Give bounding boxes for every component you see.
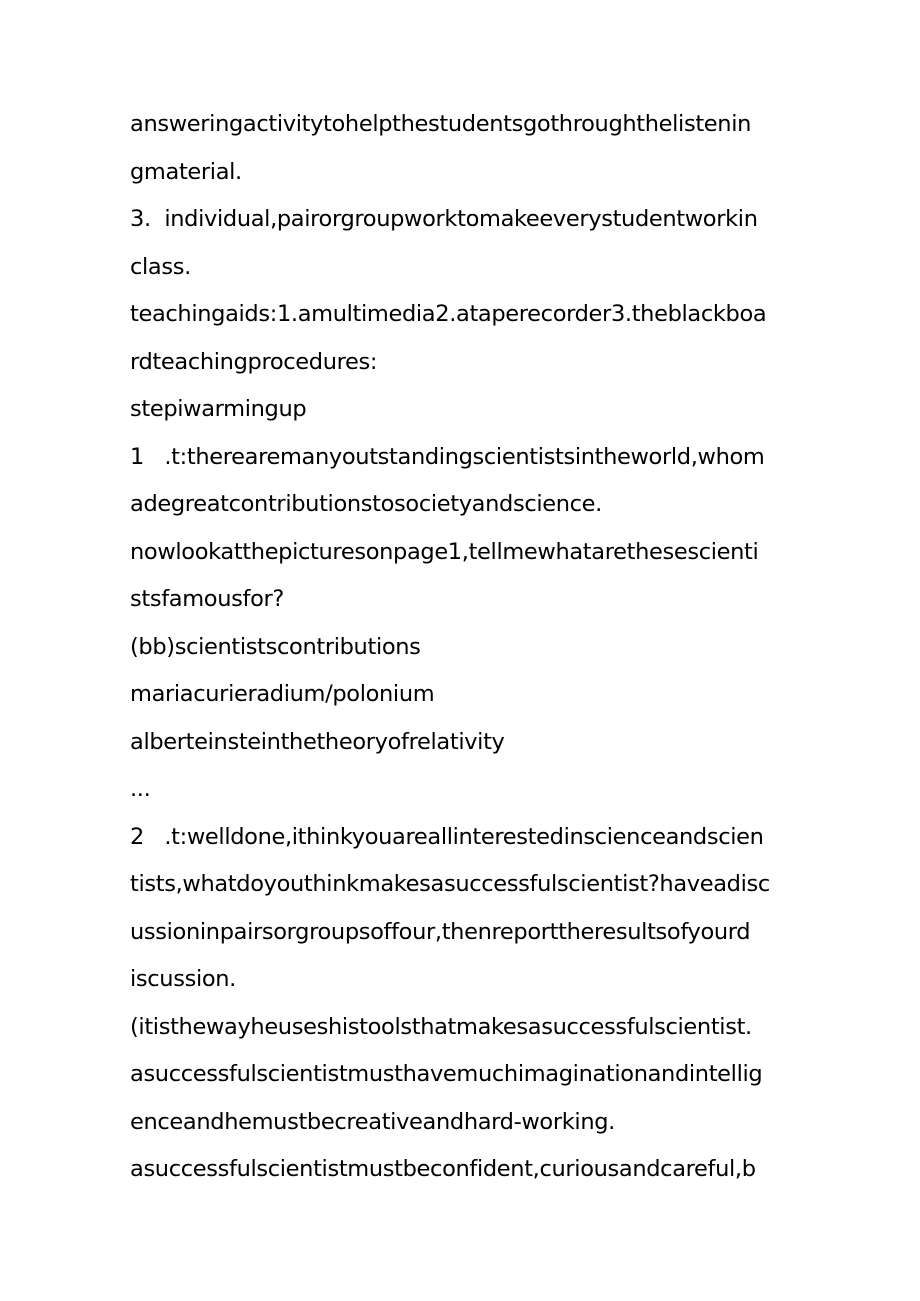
document-body [130,101,795,1194]
text-line: tists,whatdoyouthinkmakesasuccessfulscientist?haveadisc [130,871,770,897]
text-line: teachingaids:1.amultimedia2.ataperecorder3.theblackboa [130,301,767,327]
text-line: alberteinsteinthetheoryofrelativity [130,728,505,755]
text-line: iscussion. [130,966,236,992]
text-line: (bb)scientistscontributions [130,633,421,660]
text-line: class. [130,253,191,280]
text-line: stsfamousfor? [130,586,284,612]
text-line: stepiwarmingup [130,396,307,422]
text-line: nowlookatthepicturesonpage1,tellmewhatarethesescienti [130,538,759,565]
text-line: asuccessfulscientistmustbeconfident,curiousandcareful,b [130,1156,756,1182]
text-line: ussioninpairsorgroupsoffour,thenreporttheresultsofyourd [130,918,751,945]
text-line: gmaterial. [130,158,242,185]
text-line: 1 .t:therearemanyoutstandingscientistsintheworld,whom [130,443,765,470]
text-line: rdteachingprocedures: [130,348,378,375]
text-line: asuccessfulscientistmusthavemuchimaginationandintellig [130,1061,763,1087]
text-line: (itisthewayheuseshistoolsthatmakesasuccessfulscientist. [130,1013,752,1040]
text-line: ... [130,776,151,802]
text-line: 3. individual,pairorgroupworktomakeeverystudentworkin [130,206,758,232]
text-line: answeringactivitytohelpthestudentsgothroughthelistenin [130,111,752,137]
text-line: enceandhemustbecreativeandhard-working. [130,1108,615,1135]
text-line: 2 .t:welldone,ithinkyouareallinterestedinscienceandscien [130,823,764,850]
text-line: mariacurieradium/polonium [130,681,435,707]
text-line: adegreatcontributionstosocietyandscience. [130,491,602,517]
